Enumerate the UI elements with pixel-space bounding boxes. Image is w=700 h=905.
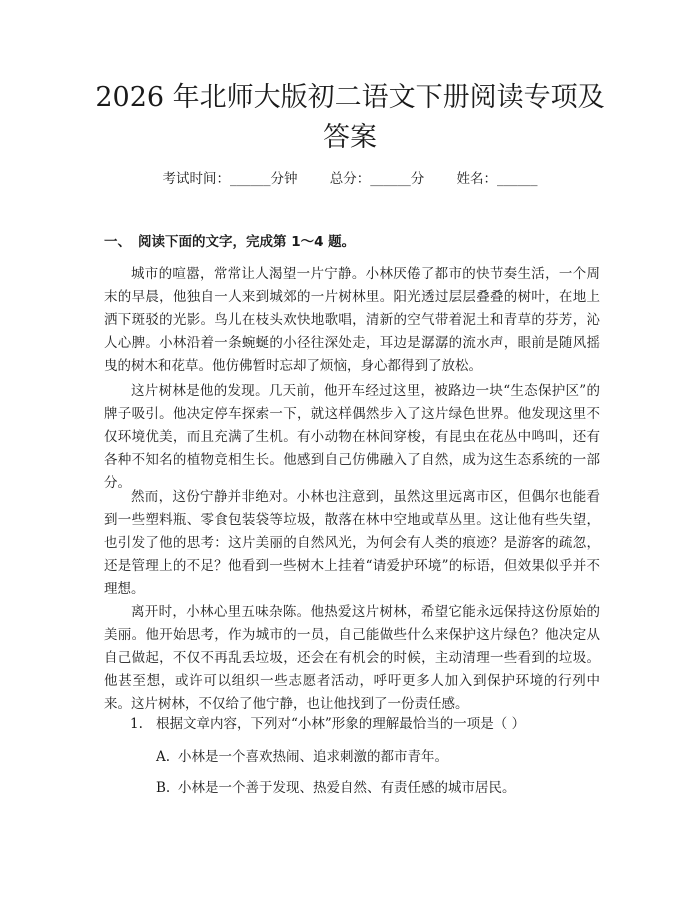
question-number: 1. <box>130 716 143 732</box>
option-a <box>156 747 600 767</box>
option-text: 小林是一个善于发现、热爱自然、有责任感的城市居民。 <box>178 780 516 796</box>
section-instruction: 阅读下面的文字，完成第 1～4 题。 <box>138 234 356 250</box>
option-text: 小林是一个喜欢热闹、追求刺激的都市青年。 <box>178 749 448 765</box>
passage-paragraph-4: 离开时，小林心里五味杂陈。他热爱这片树林，希望它能永远保持这份原始的美丽。他开始思考，作为城市的一员，自己能做些什么来保护这片绿色？他决定从自己做起，不仅不再乱丢垃圾，还会在有机会的时候，主动清理一些看到的垃圾。他甚至想，或许可以组织一些志愿者活动，呼吁更多人加入到保护环境的行列中来。这片树林，不仅给了他宁静，也让他找到了一份责任感。 <box>104 604 600 712</box>
passage-paragraph-3: 然而，这份宁静并非绝对。小林也注意到，虽然这里远离市区，但偶尔也能看到一些塑料瓶、零食包装袋等垃圾，散落在林中空地或草丛里。这让他有些失望，也引发了他的思考：这片美丽的自然风光，为何会有人类的痕迹？是游客的疏忽，还是管理上的不足？他看到一些树木上挂着“请爱护环境”的标语，但效果似乎并不理想。 <box>104 489 600 597</box>
option-b <box>156 778 600 798</box>
question-1 <box>130 714 600 734</box>
section-number: 一、 <box>104 234 131 250</box>
option-letter: A. <box>156 749 171 765</box>
document-title: 2026 年北师大版初二语文下册阅读专项及答案 <box>95 82 605 153</box>
exam-name: 姓名：______ <box>456 171 538 187</box>
passage-paragraph-2: 这片树林是他的发现。几天前，他开车经过这里，被路边一块“生态保护区”的牌子吸引。他决定停车探索一下，就这样偶然步入了这片绿色世界。他发现这里不仅环境优美，而且充满了生机。有小动物在林间穿梭，有昆虫在花丛中鸣叫，还有各种不知名的植物竞相生长。他感到自己仿佛融入了自然，成为这生态系统的一部分。 <box>104 383 600 491</box>
exam-time: 考试时间：______分钟 <box>162 171 298 187</box>
section-heading <box>104 233 355 251</box>
exam-score: 总分：______分 <box>329 171 425 187</box>
option-letter: B. <box>156 780 171 796</box>
question-text: 根据文章内容，下列对“小林”形象的理解最恰当的一项是（ ） <box>156 716 526 732</box>
exam-info <box>0 170 700 188</box>
passage-paragraph-1: 城市的喧嚣，常常让人渴望一片宁静。小林厌倦了都市的快节奏生活，一个周末的早晨，他独自一人来到城郊的一片树林里。阳光透过层层叠叠的树叶，在地上洒下斑驳的光影。鸟儿在枝头欢快地歌唱，清新的空气带着泥土和青草的芬芳，沁人心脾。小林沿着一条蜿蜒的小径往深处走，耳边是潺潺的流水声，眼前是随风摇曳的树木和花草。他仿佛暂时忘却了烦恼，身心都得到了放松。 <box>104 266 600 374</box>
